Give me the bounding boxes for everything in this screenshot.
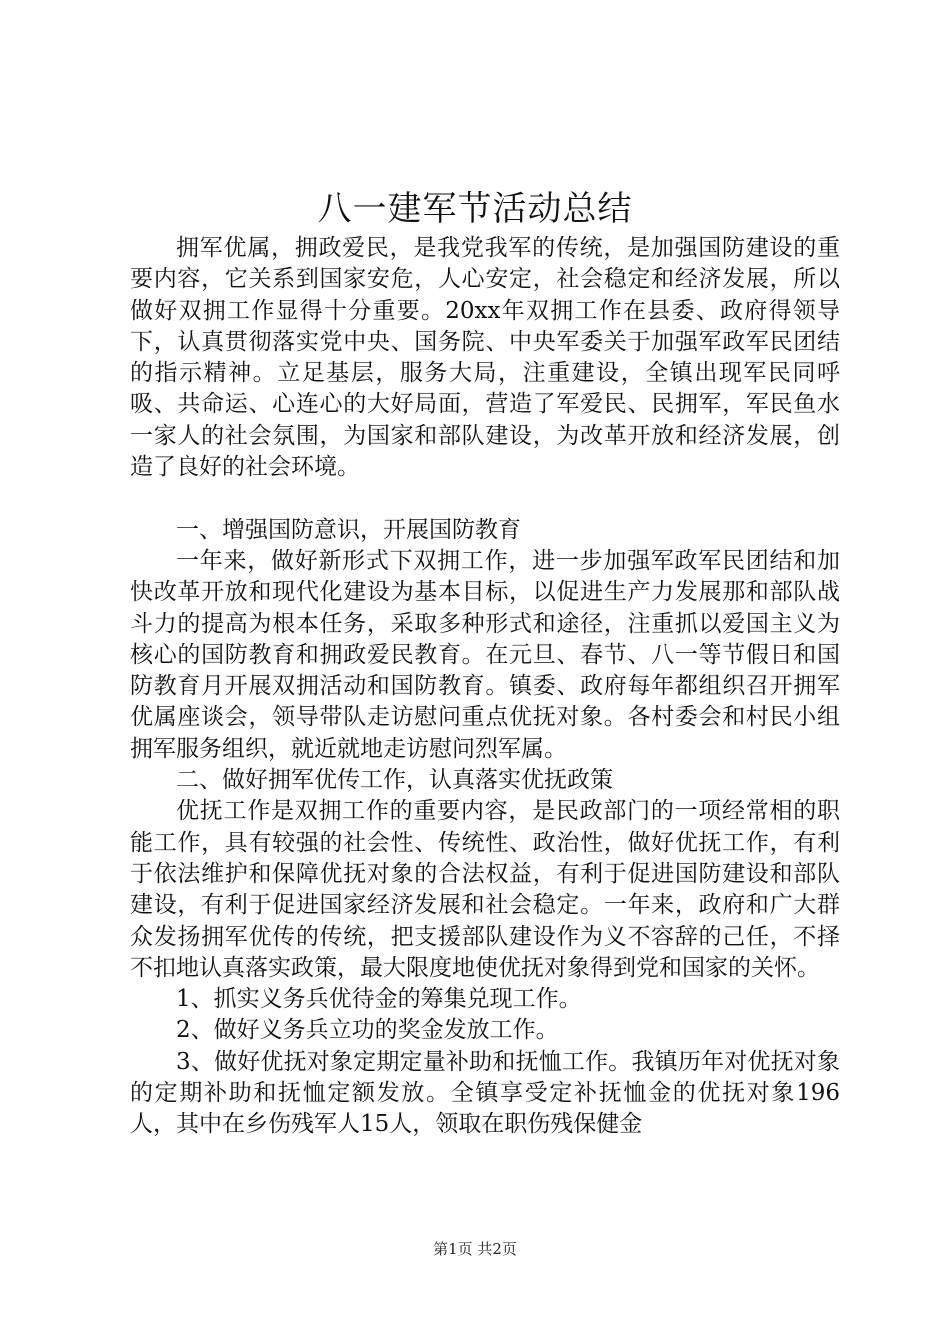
list-item-2: 2、做好义务兵立功的奖金发放工作。 xyxy=(176,1017,559,1044)
section-heading-1: 一、增强国防意识，开展国防教育 xyxy=(176,516,521,543)
section-heading-2: 二、做好拥军优传工作，认真落实优抚政策 xyxy=(176,767,613,794)
intro-paragraph: 拥军优属，拥政爱民，是我党我军的传统，是加强国防建设的重要内容，它关系到国家安危，人心安定，社会稳定和经济发展，所以做好双拥工作显得十分重要。20xx年双拥工作在县委、政府得领导下，认真贯彻落实党中央、国务院、中央军委关于加强军政军民团结的指示精神。立足基层，服务大局，注重建设，全镇出现军民同呼吸、共命运、心连心的大好局面，营造了军爱民、民拥军，军民鱼水一家人的社会氛围，为国家和部队建设，为改革开放和经济发展，创造了良好的社会环境。 xyxy=(130,235,840,481)
page-footer: 第1页 共2页 xyxy=(433,1240,517,1258)
list-item-3: 3、做好优抚对象定期定量补助和抚恤工作。我镇历年对优抚对象的定期补助和抚恤定额发放。全镇享受定补抚恤金的优抚对象196人，其中在乡伤残军人15人，领取在职伤残保健金 xyxy=(130,1048,840,1138)
list-item-1: 1、抓实义务兵优待金的筹集兑现工作。 xyxy=(176,986,582,1013)
section-1-paragraph: 一年来，做好新形式下双拥工作，进一步加强军政军民团结和加快改革开放和现代化建设为基本目标，以促进生产力发展那和部队战斗力的提高为根本任务，采取多种形式和途径，注重抓以爱国主义为核心的国防教育和拥政爱民教育。在元旦、春节、八一等节假日和国防教育月开展双拥活动和国防教育。镇委、政府每年都组织召开拥军优属座谈会，领导带队走访慰问重点优抚对象。各村委会和村民小组拥军服务组织，就近就地走访慰问烈军属。 xyxy=(130,547,840,762)
document-body xyxy=(130,233,840,1141)
paragraph-spacer xyxy=(130,483,840,514)
section-2-paragraph: 优抚工作是双拥工作的重要内容，是民政部门的一项经常相的职能工作，具有较强的社会性、传统性、政治性，做好优抚工作，有利于依法维护和保障优抚对象的合法权益，有利于促进国防建设和部队建设，有利于促进国家经济发展和社会稳定。一年来，政府和广大群众发扬拥军优传的传统，把支援部队建设作为义不容辞的己任，不择不扣地认真落实政策，最大限度地使优抚对象得到党和国家的关怀。 xyxy=(130,798,840,981)
document-title: 八一建军节活动总结 xyxy=(317,189,633,229)
